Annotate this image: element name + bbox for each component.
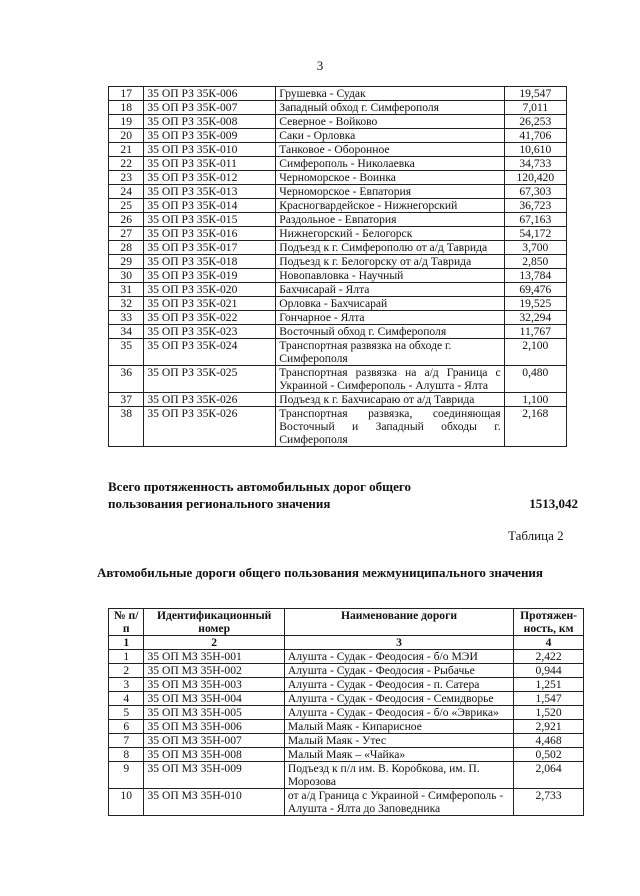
road-id: 35 ОП МЗ 35Н-003 [144, 678, 284, 692]
road-length: 1,100 [504, 393, 566, 407]
road-length: 120,420 [504, 171, 566, 185]
road-length: 1,251 [514, 678, 584, 692]
road-id: 35 ОП МЗ 35Н-001 [144, 650, 284, 664]
road-name: Орловка - Бахчисарай [276, 297, 504, 311]
road-name: Бахчисарай - Ялта [276, 283, 504, 297]
road-name: Танковое - Оборонное [276, 143, 504, 157]
road-id: 35 ОП РЗ 35К-024 [144, 339, 276, 366]
road-name: от а/д Граница с Украиной - Симферополь - Алушта - Ялта до Заповедника [284, 789, 513, 816]
road-length: 3,700 [504, 241, 566, 255]
road-name: Раздольное - Евпатория [276, 213, 504, 227]
road-name: Новопавловка - Научный [276, 269, 504, 283]
row-number: 3 [109, 678, 144, 692]
intermunicipal-roads-table [108, 608, 584, 816]
header-id: Идентификационный номер [144, 609, 284, 636]
road-name: Транспортная развязка на а/д Граница с Украиной - Симферополь - Алушта - Ялта [276, 366, 504, 393]
row-number: 1 [109, 650, 144, 664]
road-id: 35 ОП РЗ 35К-026 [144, 393, 276, 407]
road-id: 35 ОП РЗ 35К-021 [144, 297, 276, 311]
road-id: 35 ОП РЗ 35К-020 [144, 283, 276, 297]
road-length: 7,011 [504, 101, 566, 115]
table-row [109, 407, 567, 447]
table-row [109, 185, 567, 199]
table-row [109, 393, 567, 407]
road-length: 2,422 [514, 650, 584, 664]
road-length: 2,100 [504, 339, 566, 366]
road-id: 35 ОП МЗ 35Н-007 [144, 734, 284, 748]
road-name: Гончарное - Ялта [276, 311, 504, 325]
row-number: 27 [109, 227, 144, 241]
table-row [109, 678, 584, 692]
road-name: Красногвардейское - Нижнегорский [276, 199, 504, 213]
road-name: Черноморское - Евпатория [276, 185, 504, 199]
road-id: 35 ОП РЗ 35К-023 [144, 325, 276, 339]
road-id: 35 ОП РЗ 35К-010 [144, 143, 276, 157]
road-length: 54,172 [504, 227, 566, 241]
row-number: 28 [109, 241, 144, 255]
header-road-name: Наименование дороги [284, 609, 513, 636]
road-id: 35 ОП РЗ 35К-009 [144, 129, 276, 143]
row-number: 21 [109, 143, 144, 157]
road-id: 35 ОП РЗ 35К-019 [144, 269, 276, 283]
table-row [109, 325, 567, 339]
row-number: 30 [109, 269, 144, 283]
regional-roads-table [108, 86, 567, 447]
road-length: 2,850 [504, 255, 566, 269]
road-name: Алушта - Судак - Феодосия - п. Сатера [284, 678, 513, 692]
road-name: Подъезд к г. Бахчисараю от а/д Таврида [276, 393, 504, 407]
row-number: 18 [109, 101, 144, 115]
table-row [109, 692, 584, 706]
table-row [109, 650, 584, 664]
row-number: 22 [109, 157, 144, 171]
road-length: 10,610 [504, 143, 566, 157]
table-row [109, 269, 567, 283]
row-number: 37 [109, 393, 144, 407]
road-length: 32,294 [504, 311, 566, 325]
road-length: 69,476 [504, 283, 566, 297]
road-length: 11,767 [504, 325, 566, 339]
road-id: 35 ОП РЗ 35К-013 [144, 185, 276, 199]
table-row [109, 748, 584, 762]
row-number: 19 [109, 115, 144, 129]
road-id: 35 ОП РЗ 35К-017 [144, 241, 276, 255]
road-id: 35 ОП РЗ 35К-015 [144, 213, 276, 227]
header-length: Протяжен- ность, км [514, 609, 584, 636]
table-row [109, 366, 567, 393]
row-number: 6 [109, 720, 144, 734]
road-name: Транспортная развязка на обходе г. Симферополя [276, 339, 504, 366]
table-row [109, 734, 584, 748]
road-id: 35 ОП РЗ 35К-014 [144, 199, 276, 213]
row-number: 26 [109, 213, 144, 227]
table-row [109, 143, 567, 157]
table-row [109, 255, 567, 269]
road-id: 35 ОП РЗ 35К-026 [144, 407, 276, 447]
road-name: Алушта - Судак - Феодосия - б/о МЭИ [284, 650, 513, 664]
row-number: 4 [109, 692, 144, 706]
total-length-label: Всего протяженность автомобильных дорог общего пользования регионального значения [108, 479, 411, 511]
row-number: 25 [109, 199, 144, 213]
road-id: 35 ОП РЗ 35К-011 [144, 157, 276, 171]
road-name: Подъезд к г. Белогорску от а/д Таврида [276, 255, 504, 269]
row-number: 9 [109, 762, 144, 789]
road-name: Транспортная развязка, соединяющая Восточный и Западный обходы г. Симферополя [276, 407, 504, 447]
road-id: 35 ОП МЗ 35Н-004 [144, 692, 284, 706]
road-id: 35 ОП РЗ 35К-018 [144, 255, 276, 269]
table-row [109, 283, 567, 297]
road-length: 2,064 [514, 762, 584, 789]
road-name: Малый Маяк – «Чайка» [284, 748, 513, 762]
total-length-summary [108, 478, 578, 512]
table-row [109, 171, 567, 185]
road-length: 34,733 [504, 157, 566, 171]
road-name: Подъезд к п/л им. В. Коробкова, им. П. Морозова [284, 762, 513, 789]
table-row [109, 720, 584, 734]
table-row [109, 706, 584, 720]
table-row [109, 664, 584, 678]
road-length: 2,921 [514, 720, 584, 734]
row-number: 35 [109, 339, 144, 366]
road-id: 35 ОП РЗ 35К-006 [144, 87, 276, 101]
table-row [109, 339, 567, 366]
road-length: 1,520 [514, 706, 584, 720]
table2-title [0, 565, 640, 581]
road-length: 41,706 [504, 129, 566, 143]
table-row [109, 789, 584, 816]
road-name: Западный обход г. Симферополя [276, 101, 504, 115]
table-row [109, 227, 567, 241]
road-name: Малый Маяк - Кипарисное [284, 720, 513, 734]
road-id: 35 ОП РЗ 35К-016 [144, 227, 276, 241]
road-length: 26,253 [504, 115, 566, 129]
road-length: 0,480 [504, 366, 566, 393]
row-number: 8 [109, 748, 144, 762]
row-number: 38 [109, 407, 144, 447]
road-name: Нижнегорский - Белогорск [276, 227, 504, 241]
road-id: 35 ОП МЗ 35Н-002 [144, 664, 284, 678]
row-number: 24 [109, 185, 144, 199]
row-number: 2 [109, 664, 144, 678]
table-row [109, 157, 567, 171]
road-name: Алушта - Судак - Феодосия - Семидворье [284, 692, 513, 706]
table-row [109, 115, 567, 129]
road-length: 0,502 [514, 748, 584, 762]
table-row [109, 213, 567, 227]
column-number: 3 [284, 636, 513, 650]
road-name: Черноморское - Воинка [276, 171, 504, 185]
table2-column-numbers [109, 636, 584, 650]
row-number: 5 [109, 706, 144, 720]
table-caption: Таблица 2 [508, 528, 564, 543]
table-row [109, 241, 567, 255]
road-id: 35 ОП РЗ 35К-007 [144, 101, 276, 115]
road-length: 67,303 [504, 185, 566, 199]
row-number: 7 [109, 734, 144, 748]
table-row [109, 199, 567, 213]
row-number: 17 [109, 87, 144, 101]
road-length: 67,163 [504, 213, 566, 227]
table-row [109, 129, 567, 143]
road-name: Восточный обход г. Симферополя [276, 325, 504, 339]
column-number: 1 [109, 636, 144, 650]
row-number: 32 [109, 297, 144, 311]
column-number: 2 [144, 636, 284, 650]
road-name: Малый Маяк - Утес [284, 734, 513, 748]
road-length: 19,547 [504, 87, 566, 101]
row-number: 23 [109, 171, 144, 185]
row-number: 34 [109, 325, 144, 339]
table-row [109, 101, 567, 115]
road-name: Алушта - Судак - Феодосия - Рыбачье [284, 664, 513, 678]
table-row [109, 311, 567, 325]
road-id: 35 ОП МЗ 35Н-005 [144, 706, 284, 720]
road-name: Саки - Орловка [276, 129, 504, 143]
road-name: Северное - Войково [276, 115, 504, 129]
row-number: 10 [109, 789, 144, 816]
road-length: 13,784 [504, 269, 566, 283]
row-number: 20 [109, 129, 144, 143]
table2-title-text: Автомобильные дороги общего пользования межмуниципального значения [97, 565, 543, 580]
road-id: 35 ОП МЗ 35Н-010 [144, 789, 284, 816]
road-length: 2,733 [514, 789, 584, 816]
page-number: 3 [316, 58, 324, 73]
road-name: Симферополь - Николаевка [276, 157, 504, 171]
road-length: 36,723 [504, 199, 566, 213]
road-length: 1,547 [514, 692, 584, 706]
table-row [109, 297, 567, 311]
road-id: 35 ОП РЗ 35К-008 [144, 115, 276, 129]
row-number: 29 [109, 255, 144, 269]
road-name: Подъезд к г. Симферополю от а/д Таврида [276, 241, 504, 255]
road-id: 35 ОП РЗ 35К-012 [144, 171, 276, 185]
header-number: № п/п [109, 609, 144, 636]
table-row [109, 87, 567, 101]
row-number: 36 [109, 366, 144, 393]
row-number: 31 [109, 283, 144, 297]
road-length: 19,525 [504, 297, 566, 311]
table-row [109, 762, 584, 789]
table2-header-row [109, 609, 584, 636]
road-length: 4,468 [514, 734, 584, 748]
road-id: 35 ОП МЗ 35Н-008 [144, 748, 284, 762]
road-name: Алушта - Судак - Феодосия - б/о «Эврика» [284, 706, 513, 720]
road-id: 35 ОП МЗ 35Н-006 [144, 720, 284, 734]
total-length-value: 1513,042 [529, 496, 578, 511]
column-number: 4 [514, 636, 584, 650]
road-name: Грушевка - Судак [276, 87, 504, 101]
row-number: 33 [109, 311, 144, 325]
road-id: 35 ОП МЗ 35Н-009 [144, 762, 284, 789]
road-id: 35 ОП РЗ 35К-022 [144, 311, 276, 325]
road-id: 35 ОП РЗ 35К-025 [144, 366, 276, 393]
road-length: 2,168 [504, 407, 566, 447]
road-length: 0,944 [514, 664, 584, 678]
